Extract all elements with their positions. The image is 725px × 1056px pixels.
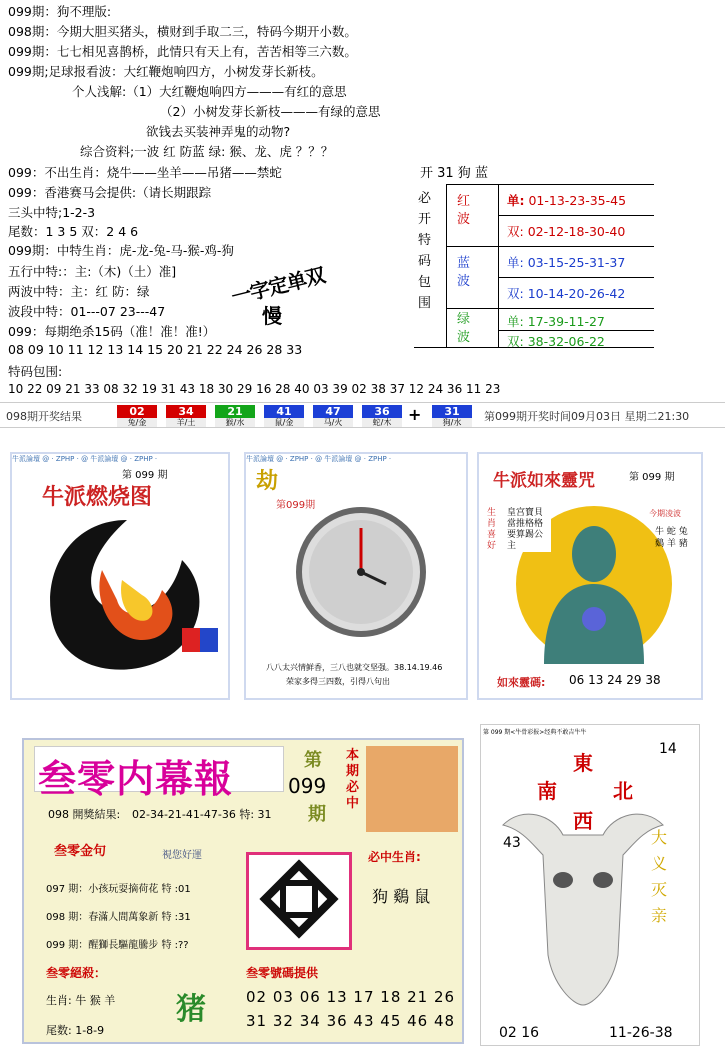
panel3-issue: 第 099 期 [629, 472, 675, 483]
dir-north: 北 [613, 779, 633, 803]
panel-burning [10, 452, 230, 700]
panel4-kill-label: 叁零絕殺： [46, 966, 107, 980]
table-header: 开 31 狗 蓝 [420, 166, 488, 181]
dir-east: 東 [573, 751, 593, 775]
result-ball [166, 405, 206, 427]
row-value: 17-39-11-27 [527, 314, 605, 329]
line-7: 欲钱去买装神弄鬼的动物? [146, 124, 291, 139]
line-19: 特码包围: [8, 364, 63, 379]
panel-insider [22, 738, 464, 1044]
panel4-res-nums: 02-34-21-41-47-36 特: 31 [132, 808, 272, 821]
line-10: 099：香港赛马会提供:（请长期跟踪 [8, 185, 212, 200]
panel5-side: 大义灭亲 [651, 828, 668, 925]
ball-number: 21 [215, 405, 255, 418]
special-table [414, 162, 654, 348]
result-ball [264, 405, 304, 427]
knot-icon [246, 852, 352, 950]
line-2: 098期：今期大胆买猪头，横财到手取二三，特码今期开小数。 [8, 24, 357, 39]
panel1-title: 牛派燃烧图 [42, 484, 153, 510]
top-text-section [0, 0, 725, 404]
panel1-issue: 第 099 期 [122, 470, 168, 481]
panel-stripe: 牛派論壇 @ · ZPHP · @ 牛派論壇 @ · ZPHP · [246, 455, 392, 463]
goddess-image [366, 746, 458, 832]
panel2-issue: 第099期 [276, 500, 316, 511]
table-side-label: 必开特码包围 [418, 191, 432, 311]
ball-zodiac: 狗/水 [432, 418, 472, 427]
handwritten-stamp: 一字定单双 [228, 262, 327, 310]
ball-zodiac: 马/火 [313, 418, 353, 427]
ball-number: 34 [166, 405, 206, 418]
next-draw-time: 第099期开奖时间09月03日 星期二21:30 [484, 410, 690, 423]
panel4-side: 本期必中 [346, 748, 360, 811]
table-row [498, 308, 654, 330]
row-label: 单: [507, 255, 524, 270]
panel5-n14: 14 [659, 741, 677, 757]
panel4-item: 099 期：醒獅長驅龍騰步 特 :?? [46, 940, 189, 951]
special-ball [432, 405, 472, 427]
group-green-label: 绿波 [457, 312, 471, 345]
table-row [498, 330, 654, 348]
row-label: 单: [507, 314, 524, 329]
panel-buddha [477, 452, 703, 700]
group-red-label: 红波 [457, 194, 471, 227]
table-row [498, 184, 654, 215]
group-blue-label: 蓝波 [457, 256, 471, 289]
result-ball [313, 405, 353, 427]
line-1: 099期：狗不理版: [8, 4, 112, 19]
ball-number: 47 [313, 405, 353, 418]
table-row [498, 215, 654, 246]
panel2-title: 劫 [256, 469, 279, 494]
panel4-tag: 叁零金句 [54, 844, 107, 859]
panel4-kill-sx: 生肖: 牛 猴 羊 [46, 994, 116, 1007]
line-3: 099期：七七相见喜鹊桥，此情只有天上有，苦苦相等三六数。 [8, 44, 357, 59]
fire-swirl-icon [32, 510, 222, 680]
result-ball [362, 405, 402, 427]
panel4-must: 狗 鷄 鼠 [372, 887, 431, 906]
panel2-poem2: 荣家多得三四数，引得八句出 [286, 677, 390, 686]
row-label: 双: [507, 286, 524, 301]
panel4-item: 098 期：春滿人間萬象新 特 :31 [46, 912, 191, 923]
row-value: 10-14-20-26-42 [527, 286, 626, 301]
dir-west: 西 [573, 809, 593, 833]
panel3-left: 生肖喜好 [487, 508, 497, 551]
line-20: 10 22 09 21 33 08 32 19 31 43 18 30 29 16 28 40 03 39 02 38 37 12 24 36 11 23 [8, 382, 501, 396]
line-15: 两波中特：主：红 防：绿 [8, 284, 150, 299]
line-6: （2）小树发芽长新枝———有绿的意思 [160, 104, 381, 119]
line-18: 08 09 10 11 12 13 14 15 20 21 22 24 26 28 33 [8, 342, 303, 357]
handwritten-stamp-2: 慢 [262, 304, 282, 328]
panel4-qi: 期 [308, 804, 326, 825]
line-12: 尾数：1 3 5 双：2 4 6 [8, 224, 139, 239]
line-8: 综合资料;一波 红 防蓝 绿: 猴、龙、虎 ？？？ [80, 144, 334, 159]
panel4-tag2: 視您好運 [162, 850, 202, 861]
group-red [446, 184, 498, 246]
panel4-must-label: 必中生肖: [368, 850, 421, 864]
table-row [498, 246, 654, 277]
row-label: 双: [507, 334, 524, 349]
row-value: 38-32-06-22 [527, 334, 605, 349]
ball-zodiac: 羊/土 [166, 418, 206, 427]
panel3-foot-label: 如來靈碼: [497, 676, 546, 689]
panel5-f1: 02 16 [499, 1025, 540, 1041]
skull-icon [493, 785, 673, 1015]
panel5-f2: 11-26-38 [609, 1025, 673, 1041]
panel4-nums2: 31 32 34 36 43 45 46 48 [246, 1012, 456, 1030]
result-ball [215, 405, 255, 427]
row-value: 01-13-23-35-45 [528, 193, 627, 208]
group-blue [446, 246, 498, 308]
panel3-zodiac: 牛 蛇 兔 鷄 羊 豬 [655, 527, 688, 549]
panel3-right: 今期凌波 [649, 509, 681, 518]
panel3-mantra: 皇宫寶貝當推格格要算踢公主 [507, 508, 551, 552]
panel4-issue: 099 [288, 774, 327, 798]
panel4-nums1: 02 03 06 13 17 18 21 26 [246, 988, 456, 1006]
panel4-title: 叁零内幕報 [38, 756, 234, 801]
line-5: 个人浅解:（1）大红鞭炮响四方———有红的意思 [72, 84, 347, 99]
ball-number: 41 [264, 405, 304, 418]
line-16: 波段中特：01---07 23---47 [8, 304, 166, 319]
panel4-nums-label: 叁零號碼提供 [246, 966, 319, 980]
group-green [446, 308, 498, 348]
line-17: 099：每期绝杀15码（准！准！准!） [8, 324, 216, 339]
ball-number: 31 [432, 405, 472, 418]
results-label: 098期开奖结果 [6, 410, 82, 423]
panel3-title: 牛派如來靈咒 [493, 471, 595, 491]
plus-sign: + [408, 405, 422, 424]
line-13: 099期：中特生肖：虎-龙-兔-马-猴-鸡-狗 [8, 243, 234, 258]
panel-skull [480, 724, 700, 1046]
ball-zodiac: 兔/金 [117, 418, 157, 427]
panel5-top: 第 099 期<牛骨彩报>经典不敢吉牛牛 [483, 729, 587, 736]
dir-south: 南 [537, 779, 557, 803]
ball-zodiac: 猴/水 [215, 418, 255, 427]
clock-icon [286, 494, 436, 644]
panel4-di: 第 [304, 750, 322, 771]
panel4-pig: 猪 [176, 992, 206, 1027]
result-ball [117, 405, 157, 427]
row-value: 03-15-25-31-37 [527, 255, 626, 270]
panel4-item: 097 期：小孩玩耍摘荷花 特 :01 [46, 884, 191, 895]
panel-stripe: 牛派論壇 @ · ZPHP · @ 牛派論壇 @ · ZPHP · [12, 455, 158, 463]
ball-zodiac: 蛇/木 [362, 418, 402, 427]
line-11: 三头中特;1-2-3 [8, 205, 96, 220]
panel3-foot-nums: 06 13 24 29 38 [569, 673, 661, 687]
panel4-kill-ws: 尾数: 1-8-9 [46, 1024, 105, 1037]
panel4-res-label: 098 開獎結果: [48, 808, 121, 821]
line-4: 099期;足球报看波：大红鞭炮响四方，小树发芽长新枝。 [8, 64, 324, 79]
line-14: 五行中特:：主:（木)（土）准] [8, 264, 177, 279]
row-label: 单: [507, 193, 525, 208]
row-value: 02-12-18-30-40 [527, 224, 626, 239]
panel2-poem: 八八太兴情鲜香，三八也就交坚强。38.14.19.46 [266, 663, 443, 672]
ball-number: 02 [117, 405, 157, 418]
ball-number: 36 [362, 405, 402, 418]
table-row [498, 277, 654, 308]
panel-clock [244, 452, 468, 700]
line-9: 099：不出生肖：烧牛——坐羊——吊猪——禁蛇 [8, 165, 282, 180]
ball-zodiac: 鼠/金 [264, 418, 304, 427]
results-bar [0, 402, 725, 428]
panel5-n43: 43 [503, 835, 521, 851]
row-label: 双: [507, 224, 524, 239]
